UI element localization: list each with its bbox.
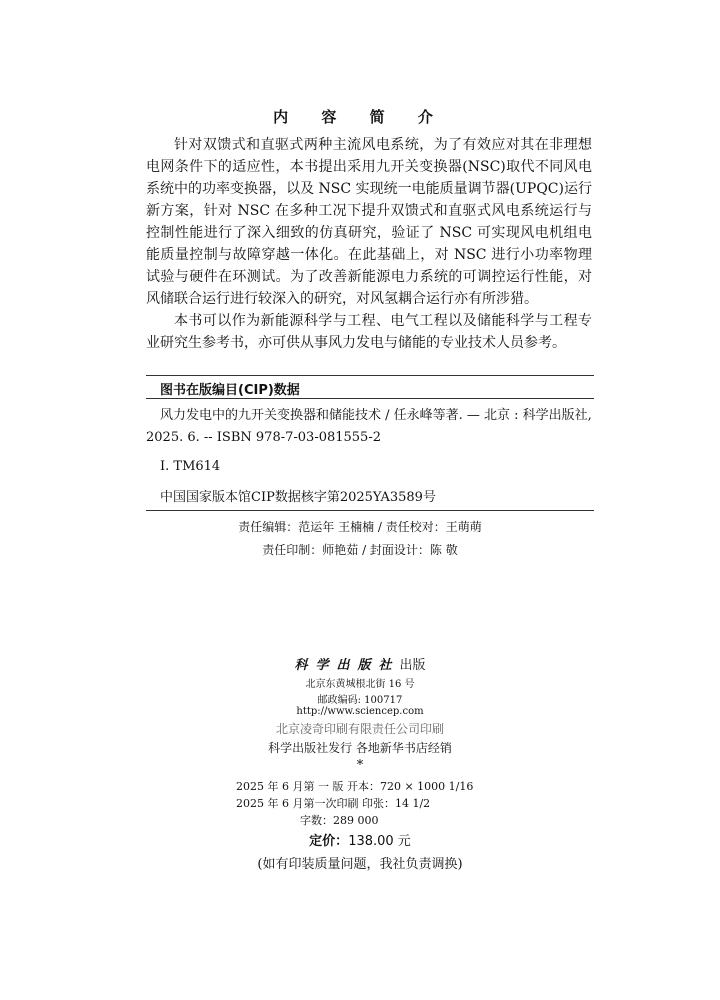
publisher-suffix: 出版 (399, 658, 426, 673)
publisher-logo: 科学出版社 (294, 658, 400, 673)
credits-editors: 责任编辑：范运年 王楠楠 / 责任校对：王萌萌 (238, 520, 482, 534)
quality-note: (如有印装质量问题，我社负责调换) (257, 857, 463, 872)
summary-paragraph: 针对双馈式和直驱式两种主流风电系统，为了有效应对其在非理想电网条件下的适应性，本书提出采用九开关变换器(NSC)取代不同风电系统中的功率变换器，以及 NSC 实现统一电能质量调节器(UPQC)运行新方案，针对 NSC 在多种工况下提升双馈式和直驱式风电系统运行与控制性能进行了深入细致的仿真研究，验证了 NSC 可实现风电机组电能质量控制与故障穿越一体化。在此基础上，对 NSC 进行小功率物理试验与硬件在环测试。为了改善新能源电力系统的可调控运行性能，对风储联合运行进行较深入的研究，对风氢耦合运行亦有所涉猎。 (146, 137, 592, 307)
cip-bottom-rule (146, 510, 594, 511)
printer-line: 北京凌奇印刷有限责任公司印刷 (275, 722, 444, 736)
summary-title: 内 容 简 介 (273, 108, 447, 126)
summary-body (146, 134, 592, 354)
credits-production: 责任印制：师艳茹 / 封面设计：陈 敬 (262, 543, 458, 557)
cip-heading-rule (146, 398, 594, 399)
cip-top-rule (146, 375, 594, 376)
summary-paragraph: 本书可以作为新能源科学与工程、电气工程以及储能科学与工程专业研究生参考书，亦可供从事风力发电与储能的专业技术人员参考。 (146, 313, 592, 351)
publisher-website: http://www.sciencep.com (296, 706, 424, 717)
price-line (0, 830, 720, 849)
cip-record-number: 中国国家版本馆CIP数据核字第2025YA3589号 (160, 490, 436, 505)
distribution-line: 科学出版社发行 各地新华书店经销 (268, 741, 452, 755)
edition-spec: 2025 年 6 月第 一 版 开本：720 × 1000 1/16 (236, 780, 474, 793)
separator-star: * (356, 758, 364, 773)
cip-classification: Ⅰ. TM614 (160, 459, 221, 474)
price-value: 138.00 元 (348, 834, 411, 849)
cip-entry-text: 风力发电中的九开关变换器和储能技术 / 任永峰等著. — 北京 : 科学出版社, 2025. 6. -- ISBN 978-7-03-081555-2 (146, 408, 592, 445)
cip-entry (146, 405, 594, 449)
word-count: 字数：289 000 (300, 814, 379, 827)
publisher-postcode: 邮政编码: 100717 (317, 695, 403, 706)
publisher-line (0, 654, 720, 673)
price-label: 定价： (309, 834, 349, 849)
cip-heading: 图书在版编目(CIP)数据 (160, 383, 300, 398)
printing-spec: 2025 年 6 月第一次印刷 印张：14 1/2 (236, 797, 431, 810)
publisher-address: 北京东黄城根北街 16 号 (305, 679, 415, 690)
